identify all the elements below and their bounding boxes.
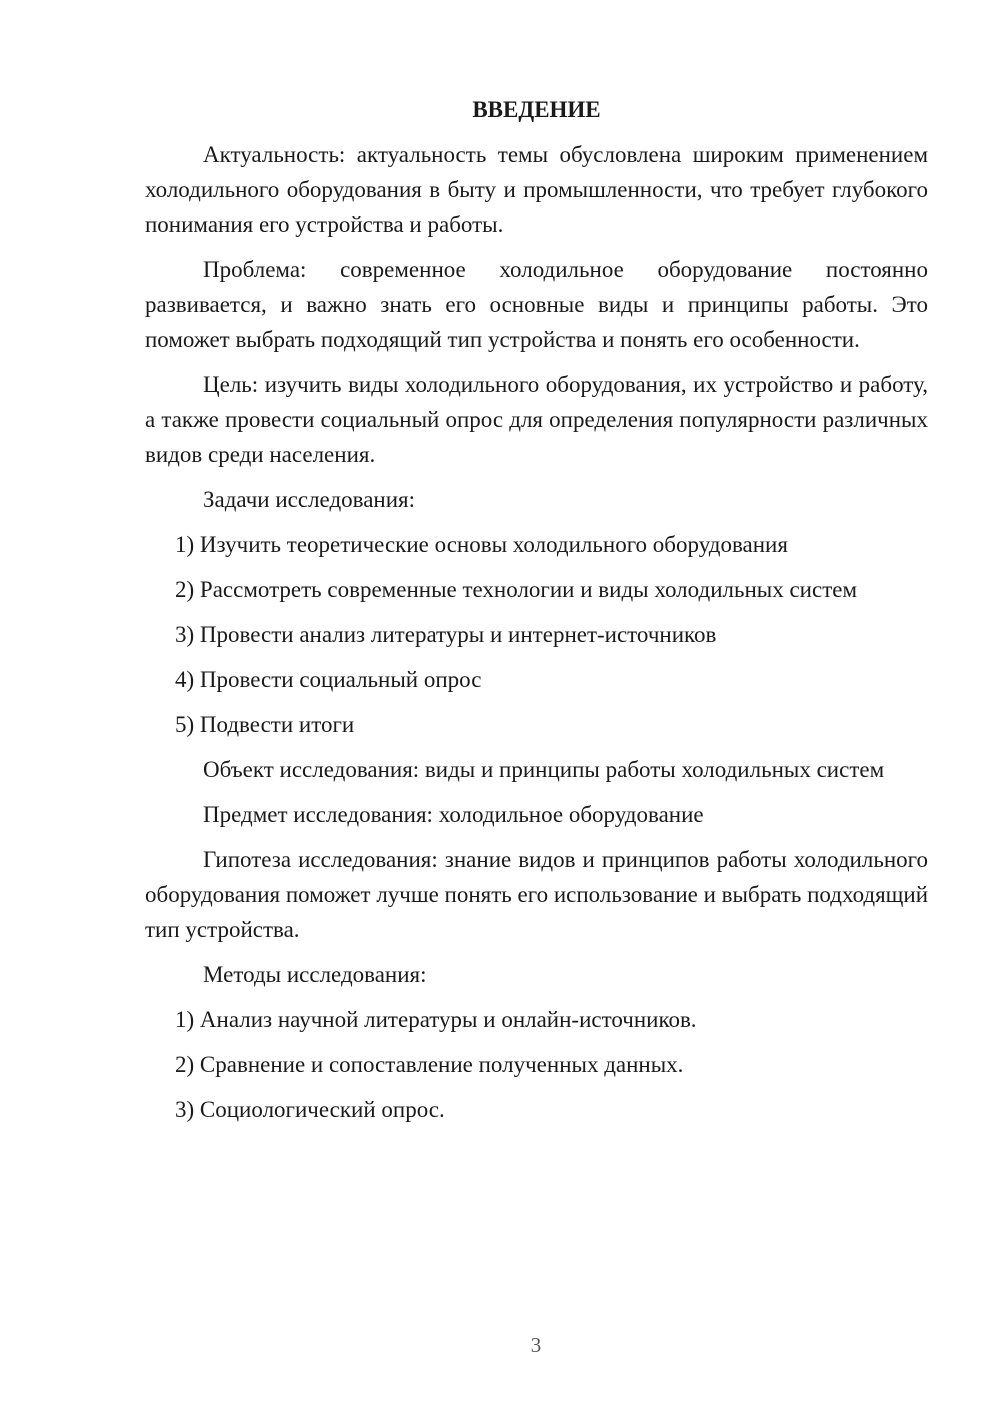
- list-item: 1) Изучить теоретические основы холодильного оборудования: [175, 532, 788, 557]
- tasks-heading: Задачи исследования:: [203, 487, 416, 512]
- hypothesis-paragraph: Гипотеза исследования: знание видов и принципов работы холодильного оборудования поможет лучше понять его использование и выбрать подходящий тип устройства.: [145, 847, 929, 942]
- section-title: ВВЕДЕНИЕ: [472, 97, 601, 122]
- list-item: 1) Анализ научной литературы и онлайн-источников.: [175, 1007, 697, 1032]
- list-item: 4) Провести социальный опрос: [175, 667, 482, 692]
- problem-paragraph: Проблема: современное холодильное оборудование постоянно развивается, и важно знать его основные виды и принципы работы. Это поможет выбрать подходящий тип устройства и понять его особенности.: [145, 257, 928, 352]
- methods-heading: Методы исследования:: [203, 962, 427, 987]
- page-number: 3: [530, 1333, 542, 1357]
- list-item: 3) Провести анализ литературы и интернет-источников: [175, 622, 717, 647]
- subject-paragraph: Предмет исследования: холодильное оборудование: [203, 802, 704, 827]
- tasks-list: [145, 527, 928, 742]
- object-paragraph: Объект исследования: виды и принципы работы холодильных систем: [203, 757, 885, 782]
- relevance-paragraph: Актуальность: актуальность темы обусловлена широким применением холодильного оборудования в быту и промышленности, что требует глубокого понимания его устройства и работы.: [145, 142, 928, 237]
- methods-list: [145, 1002, 928, 1127]
- document-page: [145, 92, 928, 1137]
- goal-paragraph: Цель: изучить виды холодильного оборудования, их устройство и работу, а также провести социальный опрос для определения популярности различных видов среди населения.: [145, 372, 928, 467]
- list-item: 2) Сравнение и сопоставление полученных данных.: [175, 1052, 684, 1077]
- list-item: 2) Рассмотреть современные технологии и виды холодильных систем: [175, 577, 858, 602]
- list-item: 3) Социологический опрос.: [175, 1097, 445, 1122]
- list-item: 5) Подвести итоги: [175, 712, 355, 737]
